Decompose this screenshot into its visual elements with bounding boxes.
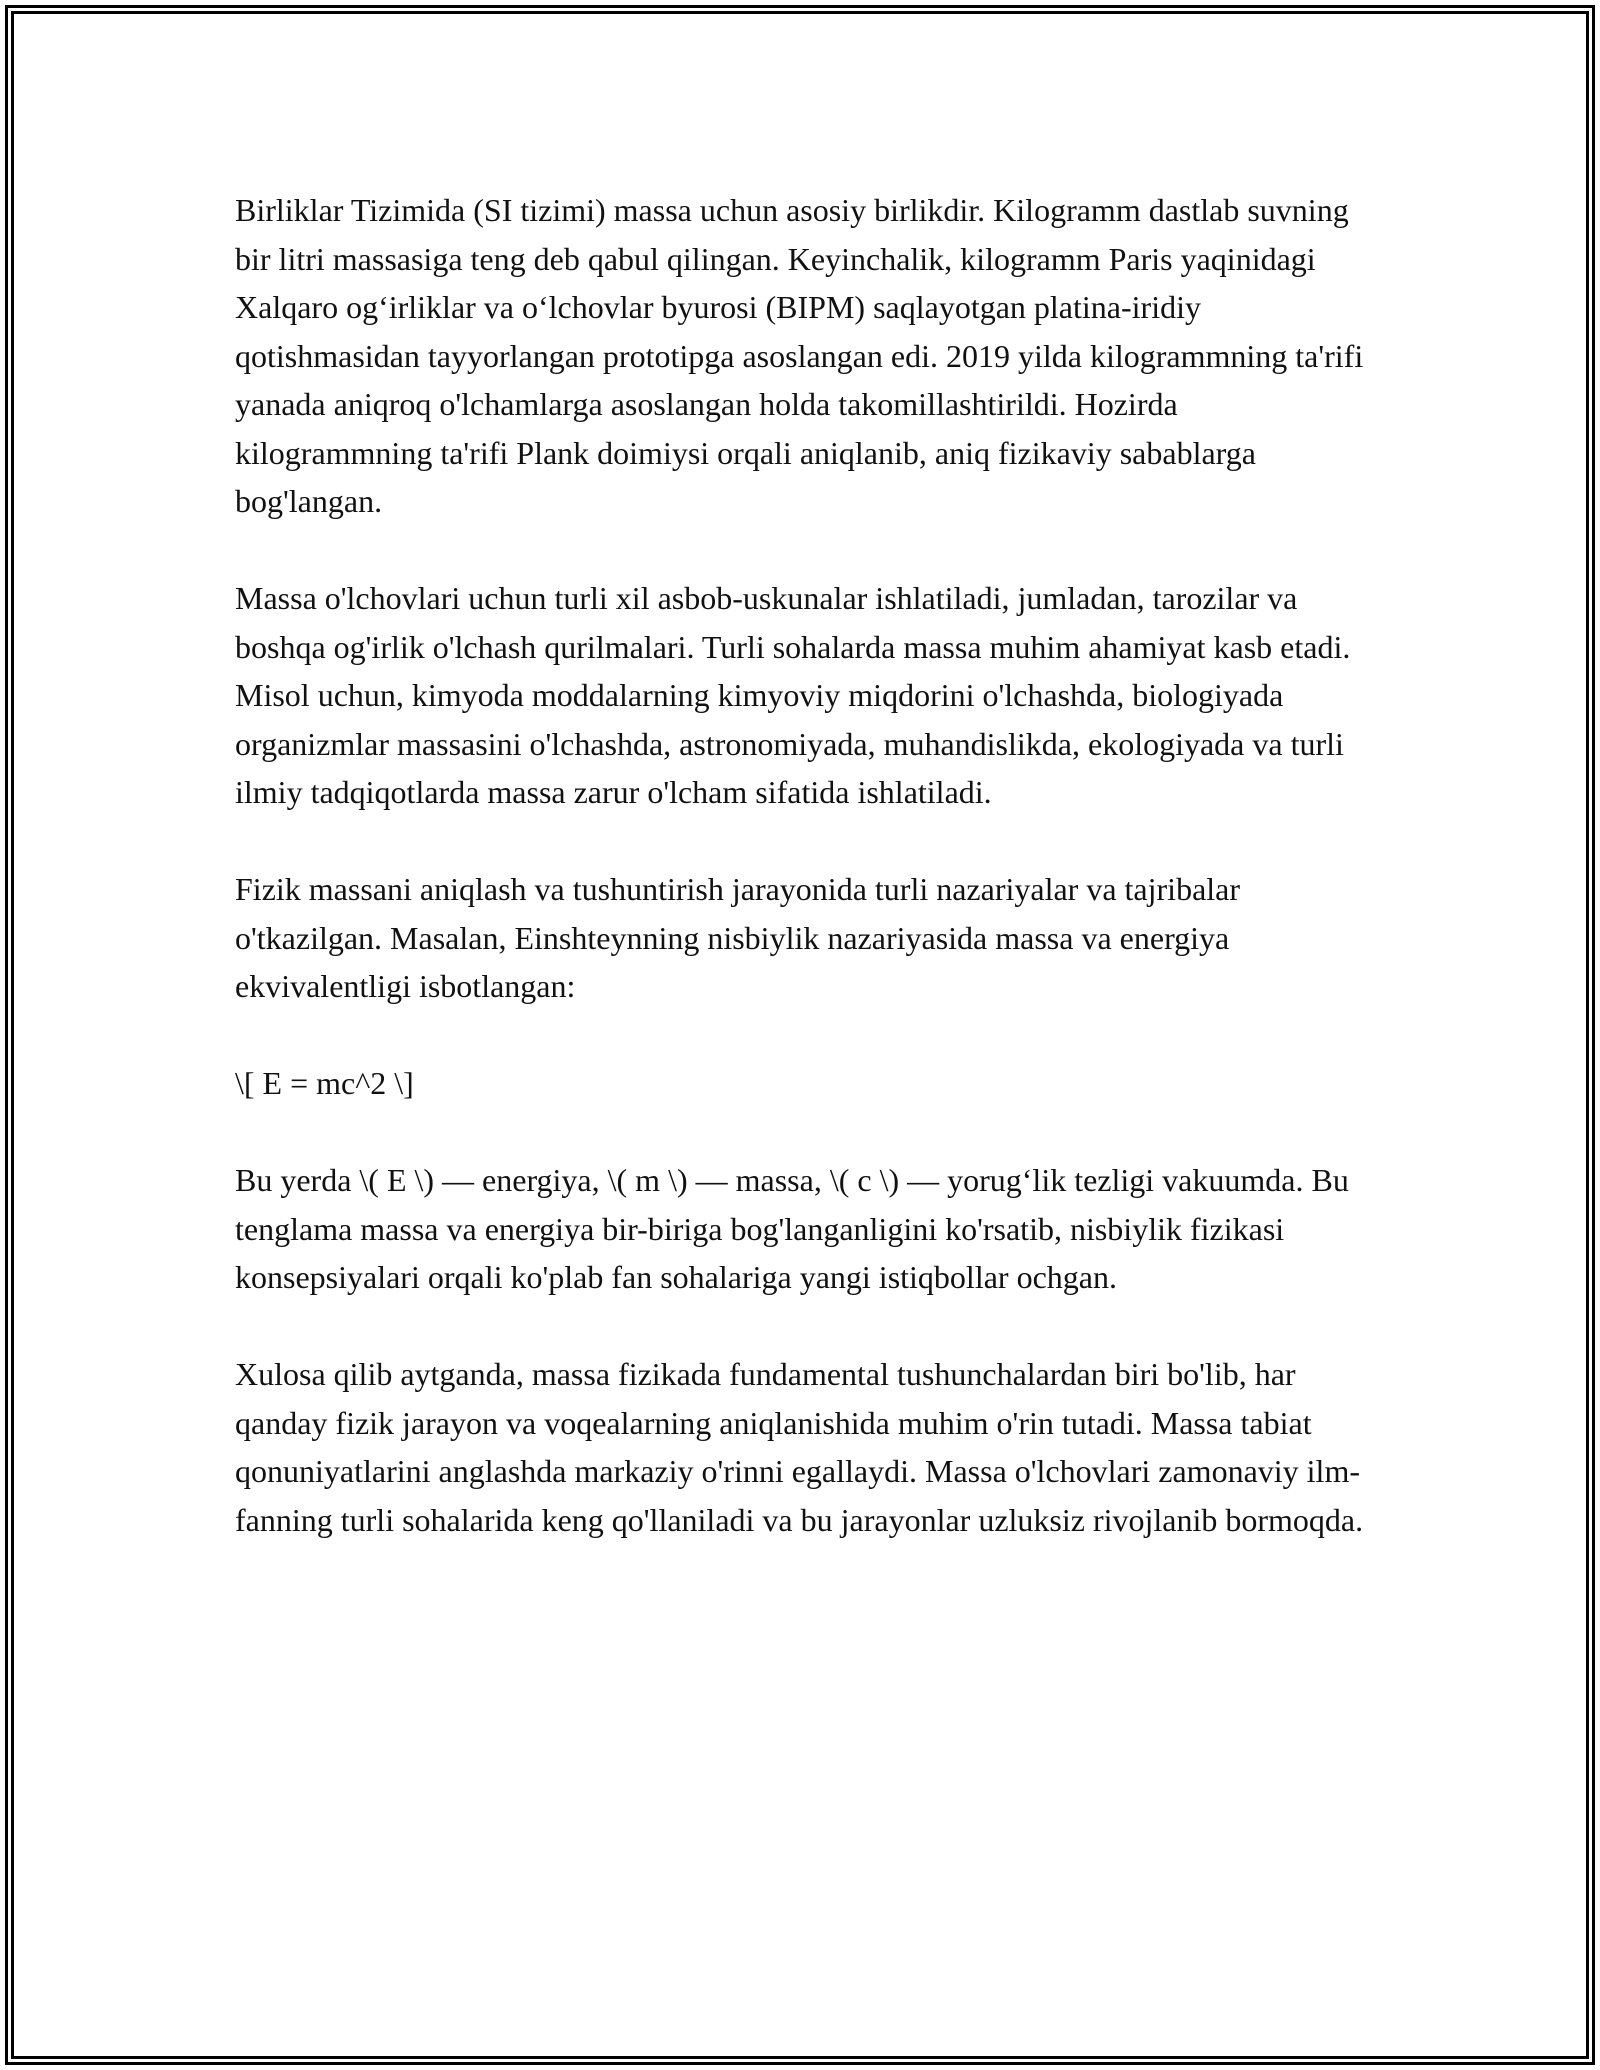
paragraph-mass-measurement: Massa o'lchovlari uchun turli xil asbob-uskunalar ishlatiladi, jumladan, tarozilar va boshqa og'irlik o'lchash qurilmalari. Turli sohalarda massa muhim ahamiyat kasb etadi. Misol uchun, kimyoda moddalarning kimyoviy miqdorini o'lchashda, biologiyada organizmlar massasini o'lchashda, astronomiyada, muhandislikda, ekologiyada va turli ilmiy tadqiqotlarda massa zarur o'lcham sifatida ishlatiladi. (235, 580, 1351, 810)
paragraph-conclusion: Xulosa qilib aytganda, massa fizikada fundamental tushunchalardan biri bo'lib, har qanday fizik jarayon va voqealarning aniqlanishida muhim o'rin tutadi. Massa tabiat qonuniyatlarini anglashda markaziy o'rinni egallaydi. Massa o'lchovlari zamonaviy ilm-fanning turli sohalarida keng qo'llaniladi va bu jarayonlar uzluksiz rivojlanib bormoqda. (235, 1356, 1364, 1538)
paragraph-theories: Fizik massani aniqlash va tushuntirish jarayonida turli nazariyalar va tajribalar o'tkazilgan. Masalan, Einshteynning nisbiylik nazariyasida massa va energiya ekvivalentligi isbotlangan: (235, 871, 1241, 1004)
paragraph-si-kilogram: Birliklar Tizimida (SI tizimi) massa uchun asosiy birlikdir. Kilogramm dastlab suvning bir litri massasiga teng deb qabul qilingan. Keyinchalik, kilogramm Paris yaqinidagi Xalqaro og‘irliklar va o‘lchovlar byurosi (BIPM) saqlayotgan platina-iridiy qotishmasidan tayyorlangan prototipga asoslangan edi. 2019 yilda kilogrammning ta'rifi yanada aniqroq o'lchamlarga asoslangan holda takomillashtirildi. Hozirda kilogrammning ta'rifi Plank doimiysi orqali aniqlanib, aniq fizikaviy sabablarga bog'langan. (235, 192, 1364, 519)
equation-mass-energy: \[ E = mc^2 \] (235, 1065, 414, 1101)
paragraph-equation-explanation: Bu yerda \( E \) — energiya, \( m \) — massa, \( c \) — yorug‘lik tezligi vakuumda. Bu tenglama massa va energiya bir-biriga bog'langanligini ko'rsatib, nisbiylik fizikasi konsepsiyalari orqali ko'plab fan sohalariga yangi istiqbollar ochgan. (235, 1162, 1349, 1295)
document-body (235, 186, 1365, 1593)
